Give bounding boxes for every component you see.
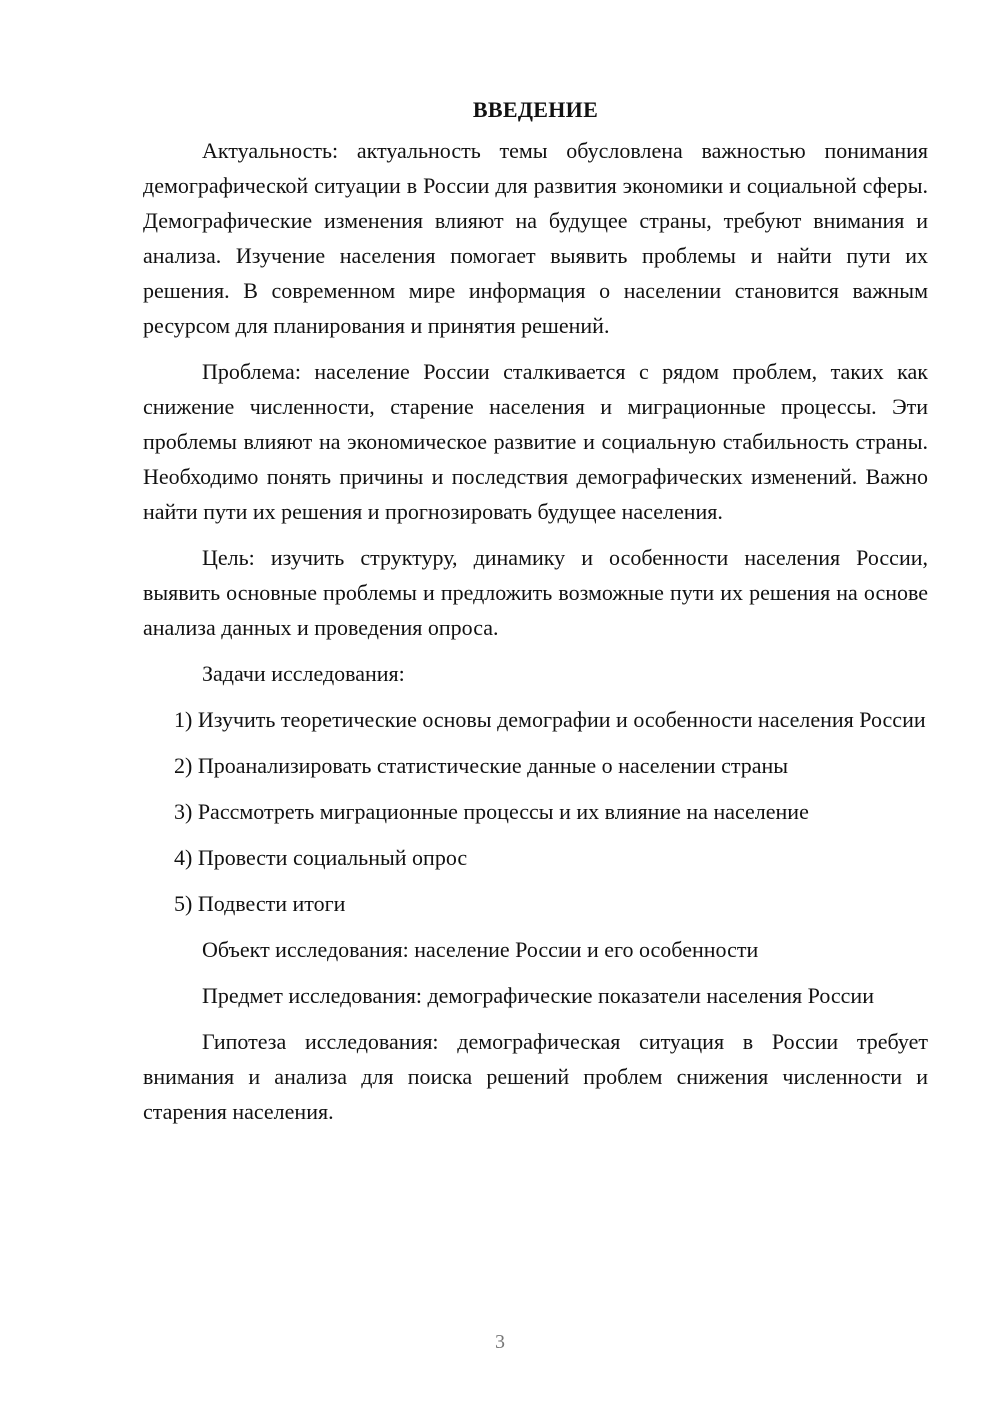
paragraph-tasks-heading: Задачи исследования: xyxy=(202,661,405,686)
document-page xyxy=(143,92,928,1140)
task-item-3: 3) Рассмотреть миграционные процессы и их влияние на население xyxy=(174,799,809,824)
task-item-1: 1) Изучить теоретические основы демографии и особенности населения России xyxy=(174,707,926,732)
section-title: ВВЕДЕНИЕ xyxy=(472,97,599,122)
task-item-5: 5) Подвести итоги xyxy=(174,891,346,916)
paragraph-subject: Предмет исследования: демографические показатели населения России xyxy=(202,983,874,1008)
page-number: 3 xyxy=(495,1331,505,1353)
task-item-2: 2) Проанализировать статистические данные о населении страны xyxy=(174,753,789,778)
paragraph-problem: Проблема: население России сталкивается с рядом проблем, таких как снижение численности, старение населения и миграционные процессы. Эти проблемы влияют на экономическое развитие и социальную стабильность страны. Необходимо понять причины и последствия демографических изменений. Важно найти пути их решения и прогнозировать будущее населения. xyxy=(143,359,928,524)
task-item-4: 4) Провести социальный опрос xyxy=(174,845,468,870)
paragraph-hypothesis: Гипотеза исследования: демографическая ситуация в России требует внимания и анализа для поиска решений проблем снижения численности и старения населения. xyxy=(143,1029,928,1124)
paragraph-object: Объект исследования: население России и его особенности xyxy=(202,937,759,962)
paragraph-goal: Цель: изучить структуру, динамику и особенности населения России, выявить основные проблемы и предложить возможные пути их решения на основе анализа данных и проведения опроса. xyxy=(143,545,928,640)
paragraph-relevance: Актуальность: актуальность темы обусловлена важностью понимания демографической ситуации в России для развития экономики и социальной сферы. Демографические изменения влияют на будущее страны, требуют внимания и анализа. Изучение населения помогает выявить проблемы и найти пути их решения. В современном мире информация о населении становится важным ресурсом для планирования и принятия решений. xyxy=(143,138,928,338)
